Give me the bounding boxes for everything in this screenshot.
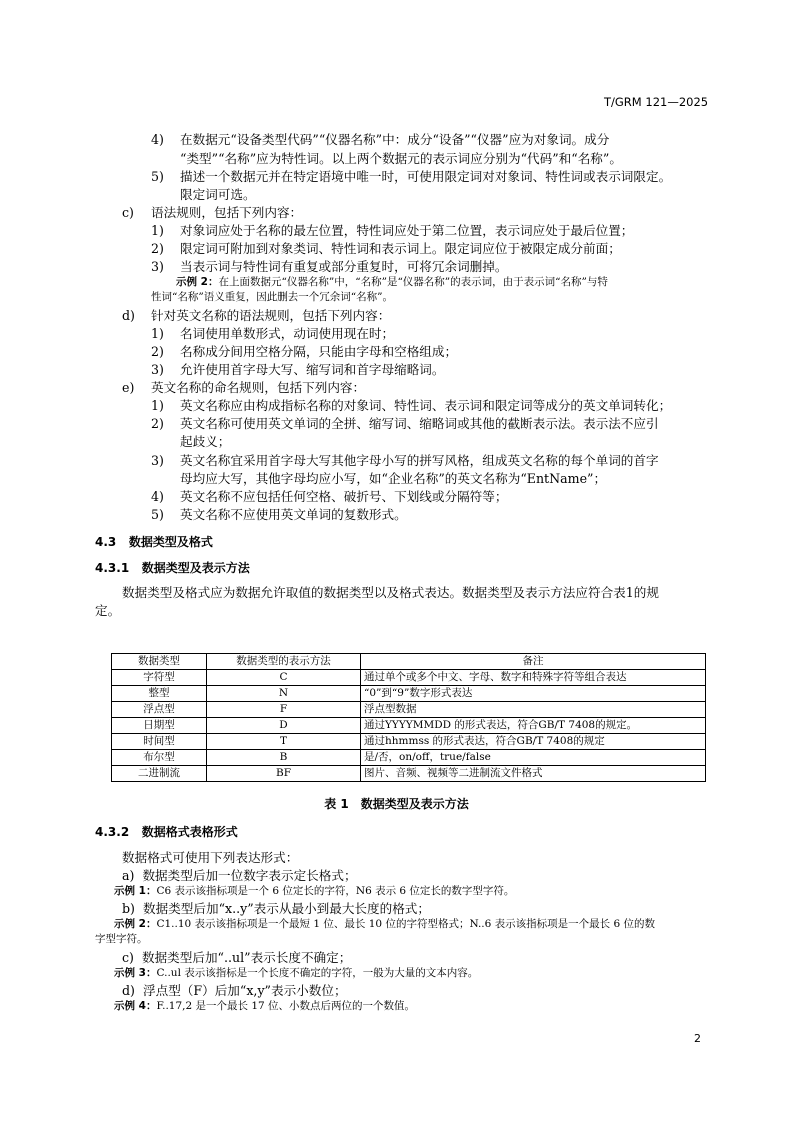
list-item-text: 当表示词与特性词有重复或部分重复时，可将冗余词删掉。 [180,259,508,274]
list-marker: c) [122,950,134,965]
list-item-text: 限定词可选。 [180,187,256,202]
example-label: 示例 2： [176,276,219,288]
list-item-text: 母均应大写，其他字母均应小写，如“企业名称”的英文名称为“EntName”； [180,471,607,486]
table-cell: 通过单个或多个中文、字母、数字和特殊字符等组合表达 [361,670,706,686]
table-cell: D [207,718,361,734]
example-2 [176,275,608,290]
table-cell: T [207,734,361,750]
list-item-text: 英文名称宜采用首字母大写其他字母小写的拼写风格，组成英文名称的每个单词的首字 [180,453,659,468]
list-marker: 1) [151,326,164,341]
heading-4-3 [95,533,213,550]
example-text: F..17,2 是一个最长 17 位、小数点后两位的一个数值。 [156,1000,416,1012]
table-cell: 整型 [112,686,207,702]
list-marker: c) [122,205,134,220]
list-marker: 1) [151,398,164,413]
table-row [112,750,706,766]
table-cell: BF [207,766,361,782]
table-cell: 时间型 [112,734,207,750]
table-cell: 浮点型 [112,702,207,718]
heading-title: 数据类型及格式 [128,535,213,549]
heading-number: 4.3.2 [95,825,130,839]
section-e-text: 英文名称的命名规则，包括下列内容： [151,380,366,395]
list-marker: 2) [151,344,164,359]
table-row [112,718,706,734]
list-marker: 1) [151,223,164,238]
list-item-text: 名称成分间用空格分隔，只能由字母和空格组成； [180,344,458,359]
table-row [112,702,706,718]
table-cell: 二进制流 [112,766,207,782]
table-header-row [112,654,706,670]
paragraph: 数据类型及格式应为数据允许取值的数据类型以及格式表达。数据类型及表示方法应符合表1的规 [122,585,659,600]
table-cell: 浮点型数据 [361,702,706,718]
list-item-text: 描述一个数据元并在特定语境中唯一时，可使用限定词对对象词、特性词或表示词限定。 [180,169,672,184]
table-cell: 布尔型 [112,750,207,766]
example-4 [114,999,415,1014]
list-item-text: 数据类型后加“x..y”表示从最小到最大长度的格式； [143,901,430,916]
example-text: C1..10 表示该指标项是一个最短 1 位、最长 10 位的字符型格式；N..6 表示该指标项是一个最长 6 位的数 [156,918,656,930]
format-item [122,899,430,918]
list-marker: b) [122,901,135,916]
list-item-text: 浮点型（F）后加“x,y”表示小数位； [143,983,347,998]
heading-title: 数据格式表格形式 [141,825,238,839]
example-1 [114,884,514,899]
list-item-text: 起歧义； [180,434,231,449]
example-label: 示例 4： [114,1000,157,1012]
table-cell: “0”到“9”数字形式表达 [361,686,706,702]
list-marker: 2) [151,241,164,256]
table-cell: 通过YYYYMMDD 的形式表达，符合GB/T 7408的规定。 [361,718,706,734]
list-marker: a) [122,868,135,883]
section-d-text: 针对英文名称的语法规则，包括下列内容： [151,308,391,323]
heading-number: 4.3.1 [95,561,130,575]
example-3 [114,966,478,981]
table-row [112,670,706,686]
format-item [122,866,357,885]
list-marker: 5) [151,169,164,184]
format-item [122,948,351,967]
document-number: T/GRM 121—2025 [604,95,709,109]
table-header-cell: 数据类型的表示方法 [207,654,361,670]
format-item [122,981,347,1000]
table-cell: 日期型 [112,718,207,734]
paragraph: 定。 [95,603,121,618]
table-cell: 字符型 [112,670,207,686]
list-marker: 3) [151,453,164,468]
table-row [112,766,706,782]
list-marker: 4) [151,132,164,147]
heading-title: 数据类型及表示方法 [141,561,250,575]
list-marker: e) [122,380,135,395]
list-marker: d) [122,983,135,998]
list-item-text: 名词使用单数形式，动词使用现在时； [180,326,395,341]
table-row [112,734,706,750]
list-item-text: 数据类型后加一位数字表示定长格式； [142,868,357,883]
list-item-text: 英文名称不应包括任何空格、破折号、下划线或分隔符等； [180,489,508,504]
example-text: C6 表示该指标项是一个 6 位定长的字符，N6 表示 6 位定长的数字型字符。 [156,885,515,897]
example-text: 字型字符。 [95,933,148,945]
table-cell: C [207,670,361,686]
list-item-text: 英文名称不应使用英文单词的复数形式。 [180,507,407,522]
example-text: C..ul 表示该指标是一个长度不确定的字符，一般为大量的文本内容。 [156,967,479,979]
table-cell: F [207,702,361,718]
list-marker: 3) [151,259,164,274]
list-marker: 4) [151,489,164,504]
list-item-text: 数据类型后加“..ul”表示长度不确定； [141,950,352,965]
table-cell: B [207,750,361,766]
list-marker: d) [122,308,135,323]
list-marker: 5) [151,507,164,522]
paragraph: 数据格式可使用下列表达形式： [122,850,299,865]
list-marker: 3) [151,362,164,377]
page-number: 2 [694,1032,701,1045]
data-types-table [111,653,706,782]
list-item-text: 允许使用首字母大写、缩写词和首字母缩略词。 [180,362,445,377]
table-cell: 图片、音频、视频等二进制流文件格式 [361,766,706,782]
heading-4-3-2 [95,823,238,840]
table-cell: 通过hhmmss 的形式表达，符合GB/T 7408的规定 [361,734,706,750]
list-item-text: 在数据元“设备类型代码”“仪器名称”中：成分“设备”“仪器”应为对象词。成分 [180,132,610,147]
example-2b [114,917,655,932]
list-item-text: 对象词应处于名称的最左位置，特性词应处于第二位置，表示词应处于最后位置； [180,223,634,238]
example-label: 示例 1： [114,885,157,897]
example-text: 性词“名称”语义重复，因此删去一个冗余词“名称”。 [151,291,393,303]
heading-number: 4.3 [95,535,117,549]
table-header-cell: 备注 [361,654,706,670]
example-label: 示例 2： [114,918,157,930]
list-marker: 2) [151,416,164,431]
section-c-text: 语法规则，包括下列内容： [151,205,303,220]
list-item-text: 英文名称可使用英文单词的全拼、缩写词、缩略词或其他的截断表示法。表示法不应引 [180,416,659,431]
table-header-cell: 数据类型 [112,654,207,670]
table-cell: 是/否，on/off，true/false [361,750,706,766]
list-item-text: 英文名称应由构成指标名称的对象词、特性词、表示词和限定词等成分的英文单词转化； [180,398,672,413]
list-item-text: “类型”“名称”应为特性词。以上两个数据元的表示词应分别为“代码”和“名称”。 [180,151,622,166]
heading-4-3-1 [95,559,250,576]
table-cell: N [207,686,361,702]
table-caption: 表 1 数据类型及表示方法 [324,797,469,811]
example-label: 示例 3： [114,967,157,979]
list-item-text: 限定词可附加到对象类词、特性词和表示词上。限定词应位于被限定成分前面； [180,241,621,256]
table-row [112,686,706,702]
example-text: 在上面数据元“仪器名称”中，“名称”是“仪器名称”的表示词，由于表示词“名称”与特 [218,276,608,288]
